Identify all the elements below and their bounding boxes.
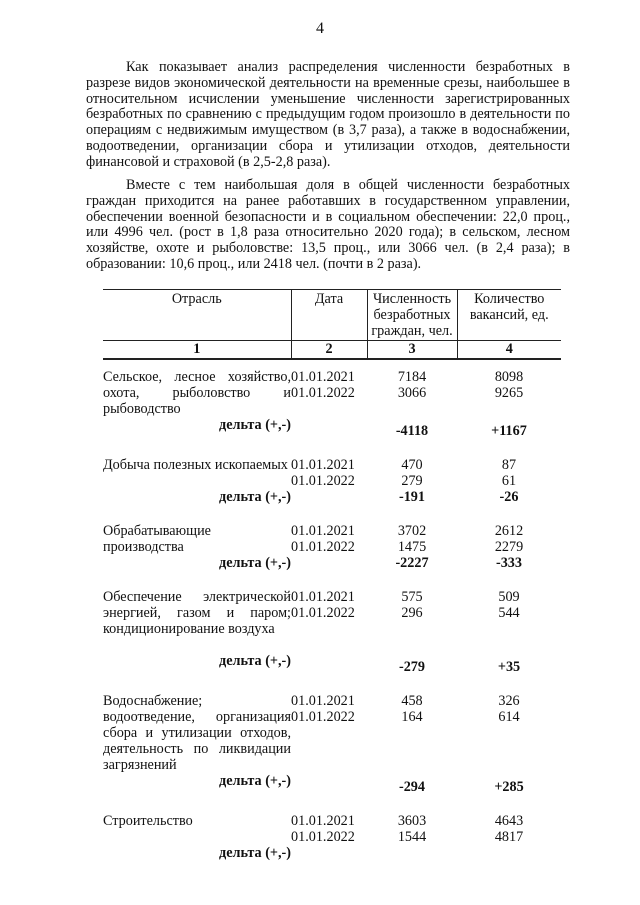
date-2021: 01.01.2021 [291, 813, 355, 829]
unemployed-2022: 1544 [397, 829, 427, 845]
unemployed-2021: 3702 [397, 523, 427, 539]
table-row [103, 813, 561, 845]
vacancies-2022: 2279 [494, 539, 524, 555]
table-body [103, 359, 561, 861]
date-cell [291, 693, 367, 773]
delta-date-blank [291, 489, 367, 505]
vacancies-2022: 4817 [494, 829, 524, 845]
table-row [103, 693, 561, 773]
vacancies-2021: 509 [498, 589, 520, 605]
vacancies-2021: 326 [498, 693, 520, 709]
date-cell [291, 523, 367, 555]
header-industry: Отрасль [103, 290, 291, 341]
vacancies-2021: 2612 [494, 523, 524, 539]
date-2021: 01.01.2021 [291, 589, 355, 605]
date-2021: 01.01.2021 [291, 523, 355, 539]
col-number-4: 4 [457, 341, 561, 360]
paragraph-shares: Вместе с тем наибольшая доля в общей численности безработных граждан приходится на ранее работавших в государственном управлении, обеспечении военной безопасности и в социальном обеспечении: 22,0 проц., или 4996 чел. (рост в 1,8 раза относительно 2020 года); в сельском, лесном хозяйстве, охоте и рыболовстве: 13,5 проц., или 3066 чел. (в 2,4 раза); в образовании: 10,6 проц., или 2418 чел. (почти в 2 раза). [86, 177, 570, 272]
delta-date-blank [291, 555, 367, 571]
date-2021: 01.01.2021 [291, 693, 355, 709]
unemployed-2021: 3603 [397, 813, 427, 829]
row-spacer [103, 675, 561, 693]
row-spacer [103, 439, 561, 457]
col-number-2: 2 [291, 341, 367, 360]
delta-unemployed [367, 845, 457, 861]
vacancies-2021: 8098 [494, 369, 524, 385]
unemployed-2021: 7184 [397, 369, 427, 385]
unemployed-cell [367, 693, 457, 773]
delta-vacancies: +285 [494, 779, 524, 795]
table-row [103, 589, 561, 637]
industry-name: Обеспечение электрической энергией, газом и паром; кондиционирование воздуха [103, 589, 291, 637]
vacancies-cell [457, 589, 561, 637]
unemployed-cell [367, 813, 457, 845]
delta-unemployed: -191 [398, 489, 425, 505]
date-2022: 01.01.2022 [291, 539, 355, 555]
vacancies-2022: 614 [498, 709, 520, 725]
vacancies-2022: 61 [501, 473, 517, 489]
delta-unemployed: -279 [398, 659, 425, 675]
delta-unemployed: -2227 [395, 555, 429, 571]
industry-name: Строительство [103, 813, 193, 829]
vacancies-2021: 4643 [494, 813, 524, 829]
vacancies-cell [457, 523, 561, 555]
table-row [103, 457, 561, 489]
unemployed-2021: 575 [401, 589, 423, 605]
delta-vacancies: +35 [497, 659, 521, 675]
delta-vacancies [457, 845, 561, 861]
delta-date-blank [291, 773, 367, 795]
industry-name: Сельское, лесное хозяйство, охота, рыболовство и рыбоводство [103, 369, 291, 417]
date-2022: 01.01.2022 [291, 473, 355, 489]
unemployed-cell [367, 369, 457, 417]
row-spacer [103, 505, 561, 523]
date-cell [291, 457, 367, 489]
delta-label: дельта (+,-) [219, 489, 291, 505]
vacancies-cell [457, 813, 561, 845]
delta-label: дельта (+,-) [219, 845, 291, 861]
industry-name: Добыча полезных ископаемых [103, 457, 288, 473]
delta-label: дельта (+,-) [219, 773, 291, 789]
date-2022: 01.01.2022 [291, 385, 355, 401]
delta-row [103, 417, 561, 439]
vacancies-2021: 87 [501, 457, 517, 473]
unemployed-cell [367, 589, 457, 637]
unemployed-cell [367, 457, 457, 489]
row-spacer [103, 571, 561, 589]
date-2021: 01.01.2021 [291, 369, 355, 385]
header-unemployed: Численность безработных граждан, чел. [367, 290, 457, 341]
col-number-1: 1 [103, 341, 291, 360]
delta-unemployed: -294 [398, 779, 425, 795]
unemployment-table [103, 289, 561, 861]
unemployed-2022: 3066 [397, 385, 427, 401]
industry-name: Обрабатывающие производства [103, 523, 211, 555]
date-cell [291, 589, 367, 637]
delta-row [103, 555, 561, 571]
unemployed-2022: 296 [401, 605, 423, 621]
date-2021: 01.01.2021 [291, 457, 355, 473]
date-2022: 01.01.2022 [291, 709, 355, 725]
delta-row [103, 489, 561, 505]
date-2022: 01.01.2022 [291, 829, 355, 845]
delta-vacancies: -26 [499, 489, 519, 505]
row-spacer [103, 795, 561, 813]
unemployed-2021: 458 [401, 693, 423, 709]
row-spacer [103, 359, 561, 369]
delta-label: дельта (+,-) [219, 653, 291, 669]
vacancies-cell [457, 369, 561, 417]
col-number-3: 3 [367, 341, 457, 360]
delta-date-blank [291, 417, 367, 439]
delta-unemployed: -4118 [395, 423, 429, 439]
delta-vacancies: +1167 [491, 423, 527, 439]
unemployed-cell [367, 523, 457, 555]
vacancies-2022: 9265 [494, 385, 524, 401]
paragraph-analysis: Как показывает анализ распределения численности безработных в разрезе видов экономической деятельности на временные срезы, наибольшее в относительном исчислении уменьшение численности зарегистрированных безработных по сравнению с предыдущим годом произошло в деятельности по операциям с недвижимым имуществом (в 3,7 раза), а также в водоснабжении, водоотведении, организации сбора и утилизации отходов, деятельности финансовой и страховой (в 2,5-2,8 раза). [86, 59, 570, 170]
unemployed-2022: 279 [401, 473, 423, 489]
delta-row [103, 653, 561, 675]
vacancies-2022: 544 [498, 605, 520, 621]
header-date: Дата [291, 290, 367, 341]
unemployed-2021: 470 [401, 457, 423, 473]
unemployed-2022: 164 [401, 709, 423, 725]
industry-name: Водоснабжение; водоотведение, организация сбора и утилизации отходов, деятельность по ликвидации загрязнений [103, 693, 291, 773]
date-cell [291, 813, 367, 845]
delta-row [103, 845, 561, 861]
delta-row [103, 773, 561, 795]
vacancies-cell [457, 457, 561, 489]
table-row [103, 523, 561, 555]
delta-label: дельта (+,-) [219, 417, 291, 433]
delta-date-blank [291, 845, 367, 861]
date-2022: 01.01.2022 [291, 605, 355, 621]
unemployed-2022: 1475 [397, 539, 427, 555]
date-cell [291, 369, 367, 417]
header-vacancies: Количество вакансий, ед. [457, 290, 561, 341]
vacancies-cell [457, 693, 561, 773]
delta-date-blank [291, 653, 367, 675]
row-spacer [103, 637, 561, 653]
delta-label: дельта (+,-) [219, 555, 291, 571]
table-row [103, 369, 561, 417]
page-number: 4 [316, 20, 324, 37]
delta-vacancies: -333 [495, 555, 522, 571]
